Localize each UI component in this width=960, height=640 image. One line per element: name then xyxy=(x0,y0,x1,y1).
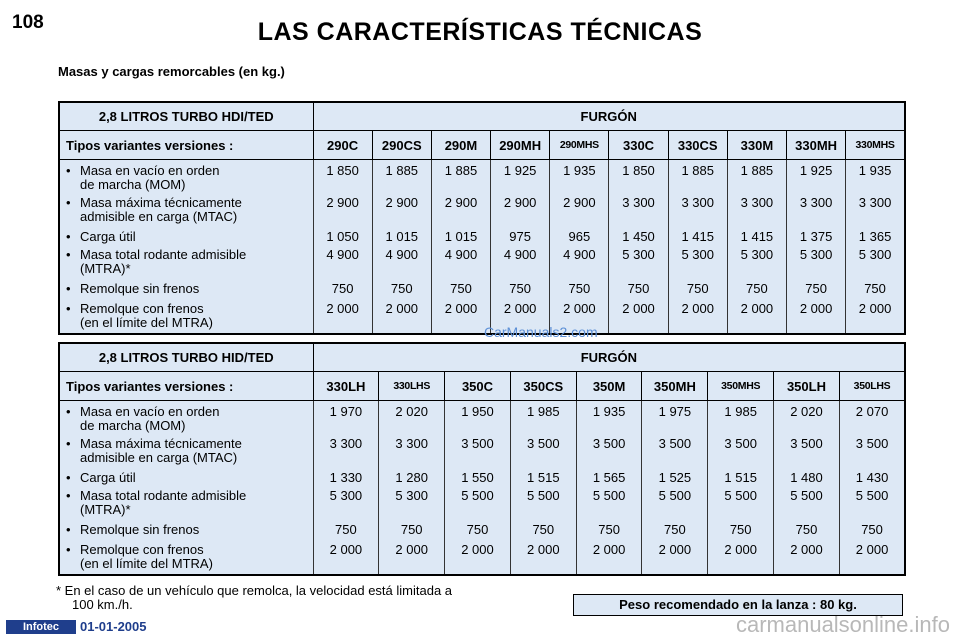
value-cell: 2 000 xyxy=(858,301,892,316)
value-cell: 750 xyxy=(861,522,883,537)
variant-values-cell xyxy=(609,160,668,335)
value-cell: 2 000 xyxy=(592,542,626,557)
row-label-line: Remolque sin frenos xyxy=(80,522,200,537)
variant-header: 350M xyxy=(576,372,642,401)
footnote xyxy=(56,584,546,612)
value-cell: 975 xyxy=(509,229,531,244)
variant-header: 290CS xyxy=(372,131,431,160)
value-cell: 750 xyxy=(746,281,768,296)
row-labels xyxy=(60,164,313,330)
value-cell: 1 515 xyxy=(527,470,560,485)
value-cell: 1 415 xyxy=(681,229,714,244)
variant-values-cell xyxy=(708,401,774,576)
value-cell: 4 900 xyxy=(563,247,596,262)
variant-header: 330MH xyxy=(787,131,846,160)
value-cell: 1 935 xyxy=(858,163,892,178)
value-cell: 4 900 xyxy=(385,247,419,262)
value-cell: 1 515 xyxy=(724,470,757,485)
value-cell: 2 020 xyxy=(790,404,823,419)
value-cell: 3 500 xyxy=(592,436,626,451)
row-label xyxy=(66,471,313,485)
row-label-line: Carga útil xyxy=(80,470,136,485)
value-cell: 5 500 xyxy=(724,488,757,503)
engine-header: 2,8 LITROS TURBO HID/TED xyxy=(59,343,313,372)
variant-header: 330C xyxy=(609,131,668,160)
row-label xyxy=(66,405,313,433)
value-cell: 1 525 xyxy=(658,470,692,485)
value-cell: 4 900 xyxy=(503,247,537,262)
value-cell: 1 935 xyxy=(592,404,626,419)
variant-header: 330LH xyxy=(313,372,379,401)
value-cell: 2 070 xyxy=(855,404,889,419)
value-cell: 5 500 xyxy=(527,488,560,503)
variant-header: 330LHS xyxy=(379,372,445,401)
row-label-line: (MTRA)* xyxy=(80,261,131,276)
value-cell: 750 xyxy=(466,522,489,537)
value-cell: 2 900 xyxy=(503,195,537,210)
body-type-header: FURGÓN xyxy=(313,102,905,131)
value-cell: 750 xyxy=(390,281,413,296)
row-label-line: (en el límite del MTRA) xyxy=(80,315,213,330)
value-cell: 750 xyxy=(331,281,354,296)
value-cell: 2 000 xyxy=(740,301,774,316)
value-cell: 1 885 xyxy=(681,163,714,178)
value-cell: 750 xyxy=(335,522,357,537)
row-label xyxy=(66,543,313,571)
value-cell: 1 985 xyxy=(724,404,757,419)
specs-table-hid xyxy=(58,342,906,576)
row-label-line: Masa total rodante admisible xyxy=(80,247,247,262)
value-cell: 750 xyxy=(598,522,620,537)
value-cell: 3 300 xyxy=(329,436,363,451)
value-cell: 2 000 xyxy=(527,542,560,557)
value-cell: 750 xyxy=(686,281,709,296)
value-cell: 5 300 xyxy=(799,247,833,262)
recommended-weight-box: Peso recomendado en la lanza : 80 kg. xyxy=(573,594,903,616)
variant-values-cell xyxy=(313,160,372,335)
value-cell: 1 375 xyxy=(799,229,833,244)
value-cell: 5 500 xyxy=(790,488,823,503)
value-cell: 2 000 xyxy=(799,301,833,316)
value-cell: 2 000 xyxy=(790,542,823,557)
value-cell: 1 565 xyxy=(592,470,626,485)
variant-values-cell xyxy=(313,401,379,576)
value-cell: 2 000 xyxy=(329,542,363,557)
data-row xyxy=(59,401,905,576)
variants-row xyxy=(59,372,905,401)
value-cell: 2 020 xyxy=(395,404,428,419)
value-cell: 750 xyxy=(509,281,531,296)
variants-row xyxy=(59,131,905,160)
value-cell: 3 300 xyxy=(622,195,655,210)
row-label-line: (MTRA)* xyxy=(80,502,131,517)
value-cell: 5 300 xyxy=(740,247,774,262)
variant-values-cell xyxy=(431,160,490,335)
row-label xyxy=(66,248,313,276)
watermark-text: CarManuals2.com xyxy=(484,324,598,340)
row-label xyxy=(66,282,313,296)
row-label-line: admisible en carga (MTAC) xyxy=(80,209,238,224)
value-cell: 4 900 xyxy=(326,247,359,262)
row-label-line: Masa total rodante admisible xyxy=(80,488,247,503)
value-cell: 5 300 xyxy=(681,247,714,262)
value-cell: 750 xyxy=(532,522,555,537)
row-labels-cell xyxy=(59,401,313,576)
variant-values-cell xyxy=(491,160,550,335)
value-cell: 2 000 xyxy=(724,542,757,557)
row-label-line: Remolque sin frenos xyxy=(80,281,200,296)
variant-values-cell xyxy=(550,160,609,335)
variant-values-cell xyxy=(668,160,727,335)
variants-label: Tipos variantes versiones : xyxy=(59,131,313,160)
page-number: 108 xyxy=(12,12,44,33)
data-row xyxy=(59,160,905,335)
variant-header: 350MH xyxy=(642,372,708,401)
row-label-line: Carga útil xyxy=(80,229,136,244)
value-cell: 2 000 xyxy=(563,301,596,316)
variant-values-cell xyxy=(642,401,708,576)
value-cell: 750 xyxy=(729,522,752,537)
row-label-line: de marcha (MOM) xyxy=(80,177,186,192)
value-cell: 1 925 xyxy=(503,163,537,178)
row-label-line: Remolque con frenos xyxy=(80,542,204,557)
row-label-line: admisible en carga (MTAC) xyxy=(80,450,238,465)
section-subtitle: Masas y cargas remorcables (en kg.) xyxy=(58,64,285,79)
value-cell: 1 885 xyxy=(444,163,478,178)
value-cell: 750 xyxy=(864,281,886,296)
value-cell: 2 900 xyxy=(385,195,419,210)
value-cell: 3 300 xyxy=(858,195,892,210)
value-cell: 1 850 xyxy=(622,163,655,178)
value-cell: 1 015 xyxy=(444,229,478,244)
infotec-logo: Infotec xyxy=(6,620,76,634)
variant-header: 350C xyxy=(445,372,511,401)
variants-label: Tipos variantes versiones : xyxy=(59,372,313,401)
value-cell: 1 280 xyxy=(395,470,428,485)
value-cell: 3 500 xyxy=(527,436,560,451)
footer-date: 01-01-2005 xyxy=(80,619,147,634)
variant-header: 290C xyxy=(313,131,372,160)
value-cell: 3 500 xyxy=(658,436,692,451)
row-label xyxy=(66,230,313,244)
value-cell: 750 xyxy=(664,522,686,537)
value-cell: 1 850 xyxy=(326,163,359,178)
value-cell: 1 950 xyxy=(461,404,494,419)
value-cell: 2 000 xyxy=(385,301,419,316)
variant-header: 290M xyxy=(431,131,490,160)
value-cell: 750 xyxy=(627,281,650,296)
value-cell: 2 000 xyxy=(658,542,692,557)
row-label xyxy=(66,164,313,192)
value-cell: 2 000 xyxy=(461,542,494,557)
variant-values-cell xyxy=(774,401,840,576)
site-footer: carmanualsonline.info xyxy=(735,612,950,637)
row-label-line: Remolque con frenos xyxy=(80,301,204,316)
footnote-line: * En el caso de un vehículo que remolca, la velocidad está limitada a xyxy=(56,583,453,598)
value-cell: 1 330 xyxy=(329,470,363,485)
value-cell: 2 000 xyxy=(395,542,428,557)
row-label-line: Masa en vacío en orden xyxy=(80,163,220,178)
variant-values-cell xyxy=(787,160,846,335)
row-label-line: de marcha (MOM) xyxy=(80,418,186,433)
variant-values-cell xyxy=(839,401,905,576)
row-label xyxy=(66,489,313,517)
variant-header: 290MH xyxy=(491,131,550,160)
body-type-header: FURGÓN xyxy=(313,343,905,372)
value-cell: 3 500 xyxy=(724,436,757,451)
row-label xyxy=(66,437,313,465)
variant-values-cell xyxy=(727,160,786,335)
variant-header: 350LHS xyxy=(839,372,905,401)
value-cell: 750 xyxy=(400,522,423,537)
value-cell: 5 300 xyxy=(858,247,892,262)
value-cell: 2 000 xyxy=(855,542,889,557)
value-cell: 2 000 xyxy=(444,301,478,316)
row-labels-cell xyxy=(59,160,313,335)
engine-header: 2,8 LITROS TURBO HDI/TED xyxy=(59,102,313,131)
value-cell: 5 500 xyxy=(461,488,494,503)
value-cell: 3 300 xyxy=(799,195,833,210)
value-cell: 1 970 xyxy=(329,404,363,419)
variant-values-cell xyxy=(445,401,511,576)
value-cell: 3 300 xyxy=(681,195,714,210)
value-cell: 5 300 xyxy=(329,488,363,503)
value-cell: 2 000 xyxy=(326,301,359,316)
variant-header: 290MHS xyxy=(550,131,609,160)
value-cell: 750 xyxy=(450,281,472,296)
footnote-line: 100 km./h. xyxy=(72,597,133,612)
value-cell: 1 885 xyxy=(740,163,774,178)
value-cell: 5 500 xyxy=(592,488,626,503)
row-label xyxy=(66,196,313,224)
variant-values-cell xyxy=(372,160,431,335)
variant-header: 330M xyxy=(727,131,786,160)
value-cell: 2 900 xyxy=(444,195,478,210)
page-title: LAS CARACTERÍSTICAS TÉCNICAS xyxy=(257,18,703,46)
value-cell: 3 500 xyxy=(461,436,494,451)
value-cell: 5 300 xyxy=(622,247,655,262)
value-cell: 2 900 xyxy=(563,195,596,210)
row-label-line: Masa máxima técnicamente xyxy=(80,436,242,451)
variant-header: 350CS xyxy=(510,372,576,401)
value-cell: 1 415 xyxy=(740,229,774,244)
value-cell: 5 300 xyxy=(395,488,428,503)
value-cell: 2 000 xyxy=(622,301,655,316)
variant-values-cell xyxy=(379,401,445,576)
value-cell: 3 500 xyxy=(790,436,823,451)
variant-header: 350MHS xyxy=(708,372,774,401)
value-cell: 2 900 xyxy=(326,195,359,210)
value-cell: 750 xyxy=(568,281,591,296)
value-cell: 965 xyxy=(568,229,591,244)
value-cell: 1 450 xyxy=(622,229,655,244)
variant-values-cell xyxy=(510,401,576,576)
value-cell: 1 015 xyxy=(385,229,419,244)
variant-header: 350LH xyxy=(774,372,840,401)
value-cell: 1 985 xyxy=(527,404,560,419)
variant-header: 330MHS xyxy=(846,131,905,160)
value-cell: 3 300 xyxy=(395,436,428,451)
value-cell: 750 xyxy=(795,522,818,537)
specs-table-hdi xyxy=(58,101,906,335)
value-cell: 1 550 xyxy=(461,470,494,485)
row-label xyxy=(66,302,313,330)
variant-values-cell xyxy=(846,160,905,335)
value-cell: 1 975 xyxy=(658,404,692,419)
row-label-line: (en el límite del MTRA) xyxy=(80,556,213,571)
value-cell: 1 925 xyxy=(799,163,833,178)
value-cell: 1 365 xyxy=(858,229,892,244)
value-cell: 1 480 xyxy=(790,470,823,485)
value-cell: 2 000 xyxy=(503,301,537,316)
value-cell: 3 500 xyxy=(855,436,889,451)
value-cell: 2 000 xyxy=(681,301,714,316)
value-cell: 750 xyxy=(805,281,827,296)
value-cell: 1 050 xyxy=(326,229,359,244)
row-labels xyxy=(60,405,313,571)
row-label-line: Masa en vacío en orden xyxy=(80,404,220,419)
value-cell: 1 935 xyxy=(563,163,596,178)
variant-values-cell xyxy=(576,401,642,576)
value-cell: 5 500 xyxy=(855,488,889,503)
value-cell: 5 500 xyxy=(658,488,692,503)
value-cell: 1 885 xyxy=(385,163,419,178)
value-cell: 3 300 xyxy=(740,195,774,210)
variant-header: 330CS xyxy=(668,131,727,160)
value-cell: 1 430 xyxy=(855,470,889,485)
row-label-line: Masa máxima técnicamente xyxy=(80,195,242,210)
value-cell: 4 900 xyxy=(444,247,478,262)
row-label xyxy=(66,523,313,537)
